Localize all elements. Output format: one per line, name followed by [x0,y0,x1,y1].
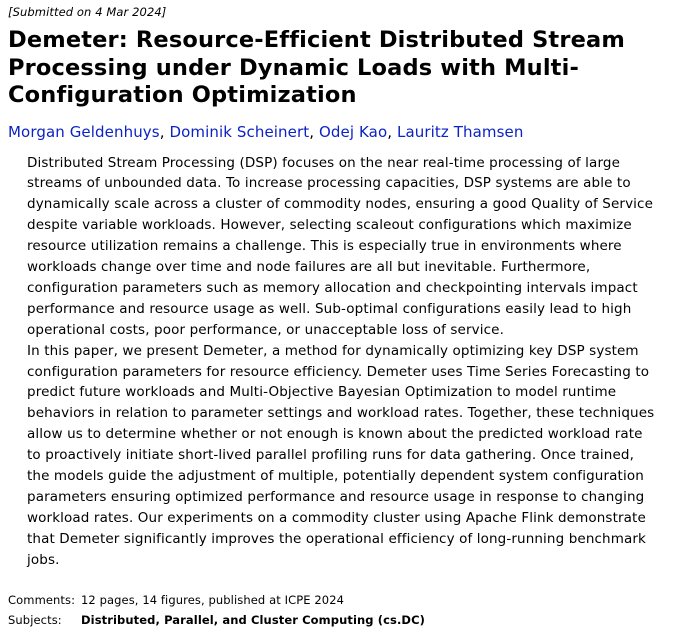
paper-title: Demeter: Resource-Efficient Distributed Stream Processing under Dynamic Loads with Multi-Configuration Optimization [8,27,625,108]
submission-date: [Submitted on 4 Mar 2024] [8,5,167,19]
author-separator: , [309,122,319,141]
author-separator: , [159,122,170,141]
author-link[interactable]: Dominik Scheinert [169,122,310,141]
author-link[interactable]: Odej Kao [319,122,388,141]
subjects-label: Subjects: [8,612,62,627]
paper-abstract-page [8,0,672,630]
abstract-paragraph: Distributed Stream Processing (DSP) focuses on the near real-time processing of large streams of unbounded data. To increase processing capacities, DSP systems are able to dynamically scale across a cluster of commodity nodes, ensuring a good Quality of Service despite variable workloads. However, selecting scaleout configurations which maximize resource utilization remains a challenge. This is especially true in environments where workloads change over time and node failures are all but inevitable. Furthermore, configuration parameters such as memory allocation and checkpointing intervals impact performance and resource usage as well. Sub-optimal configurations easily lead to high operational costs, poor performance, or unacceptable loss of service. [27,154,654,338]
comments-row [8,590,672,610]
metadata-table [8,590,672,630]
comments-value: 12 pages, 14 figures, published at ICPE 2024 [81,592,345,607]
comments-label: Comments: [8,592,76,607]
subjects-value: Distributed, Parallel, and Cluster Computing (cs.DC) [81,612,425,627]
abstract-paragraph: In this paper, we present Demeter, a method for dynamically optimizing key DSP system configuration parameters for resource efficiency. Demeter uses Time Series Forecasting to predict future workloads and Multi-Objective Bayesian Optimization to model runtime behaviors in relation to parameter settings and workload rates. Together, these techniques allow us to determine whether or not enough is known about the predicted workload rate to proactively initiate short-lived parallel profiling runs for data gathering. Once trained, the models guide the adjustment of multiple, potentially dependent system configuration parameters ensuring optimized performance and resource usage in response to changing workload rates. Our experiments on a commodity cluster using Apache Flink demonstrate that Demeter significantly improves the operational efficiency of long-running benchmark jobs. [27,342,655,568]
author-separator: , [387,122,397,141]
author-link[interactable]: Morgan Geldenhuys [8,122,160,141]
author-list [8,122,672,142]
author-link[interactable]: Lauritz Thamsen [396,122,524,141]
subjects-row [8,610,672,630]
abstract [27,153,660,571]
